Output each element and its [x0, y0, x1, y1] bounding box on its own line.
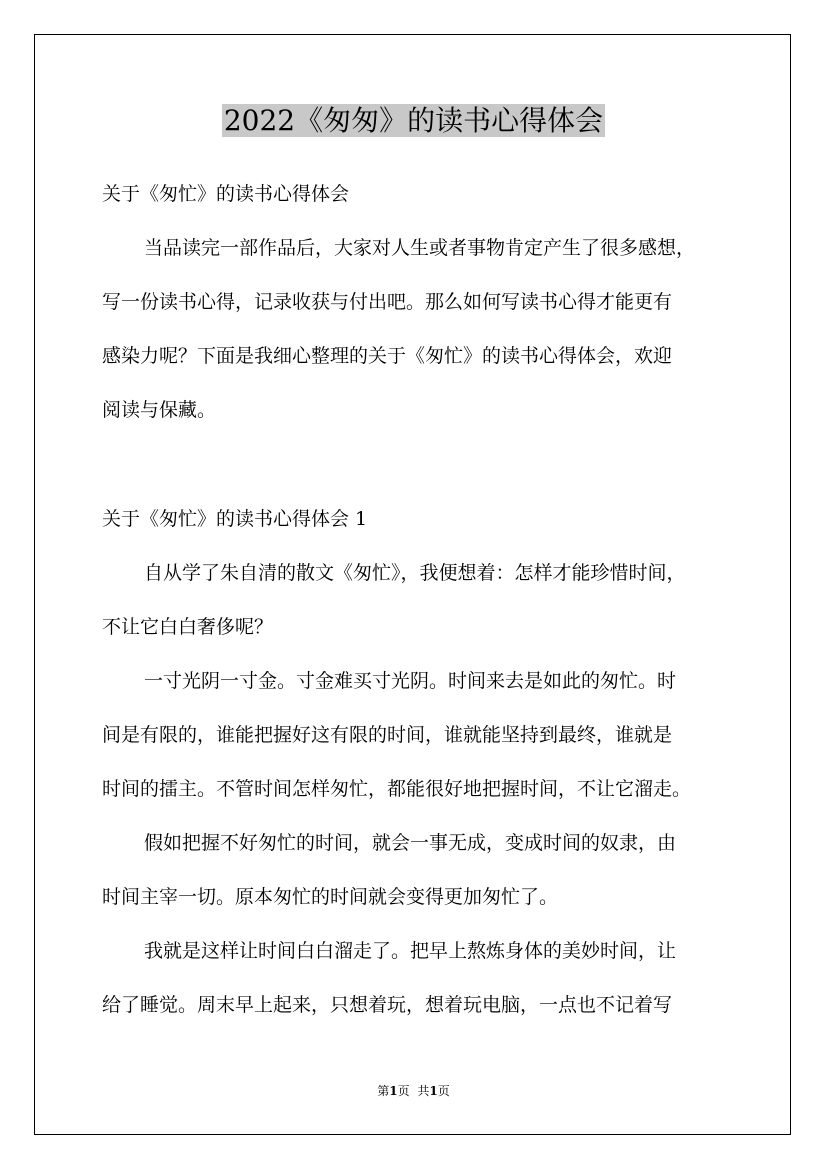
- section1-line: 给了睡觉。周末早上起来，只想着玩，想着玩电脑，一点也不记着写: [102, 994, 673, 1016]
- page-prefix: 第: [377, 1084, 390, 1098]
- page-footer: [0, 1082, 827, 1100]
- intro-heading: 关于《匆忙》的读书心得体会: [102, 183, 350, 205]
- section1-line: 不让它白白奢侈呢？: [102, 616, 274, 638]
- intro-line: 写一份读书心得，记录收获与付出吧。那么如何写读书心得才能更有: [102, 291, 673, 313]
- section1-line: 间是有限的，谁能把握好这有限的时间，谁就能坚持到最终，谁就是: [102, 724, 673, 746]
- intro-line: 阅读与保藏。: [102, 399, 217, 421]
- section1-line: 假如把握不好匆忙的时间，就会一事无成，变成时间的奴隶，由: [144, 832, 677, 854]
- document-title: [0, 100, 827, 142]
- intro-line: 感染力呢？下面是我细心整理的关于《匆忙》的读书心得体会，欢迎: [102, 345, 673, 367]
- section1-line: 时间的擂主。不管时间怎样匆忙，都能很好地把握时间，不让它溜走。: [102, 778, 692, 800]
- page-total: 1: [429, 1084, 438, 1098]
- section1-line: 时间主宰一切。原本匆忙的时间就会变得更加匆忙了。: [102, 886, 559, 908]
- page-current: 1: [389, 1084, 398, 1098]
- total-prefix: 共: [417, 1084, 430, 1098]
- document-title-text: 2022《匆匆》的读书心得体会: [223, 104, 604, 137]
- intro-line: 当品读完一部作品后，大家对人生或者事物肯定产生了很多感想，: [144, 237, 696, 259]
- total-suffix: 页: [437, 1084, 450, 1098]
- section1-heading: 关于《匆忙》的读书心得体会 1: [102, 508, 368, 530]
- section1-line: 自从学了朱自清的散文《匆忙》，我便想着：怎样才能珍惜时间，: [144, 562, 686, 584]
- section1-line: 一寸光阴一寸金。寸金难买寸光阴。时间来去是如此的匆忙。时: [144, 670, 677, 692]
- page-suffix: 页: [397, 1084, 410, 1098]
- section1-line: 我就是这样让时间白白溜走了。把早上熬炼身体的美妙时间，让: [144, 940, 677, 962]
